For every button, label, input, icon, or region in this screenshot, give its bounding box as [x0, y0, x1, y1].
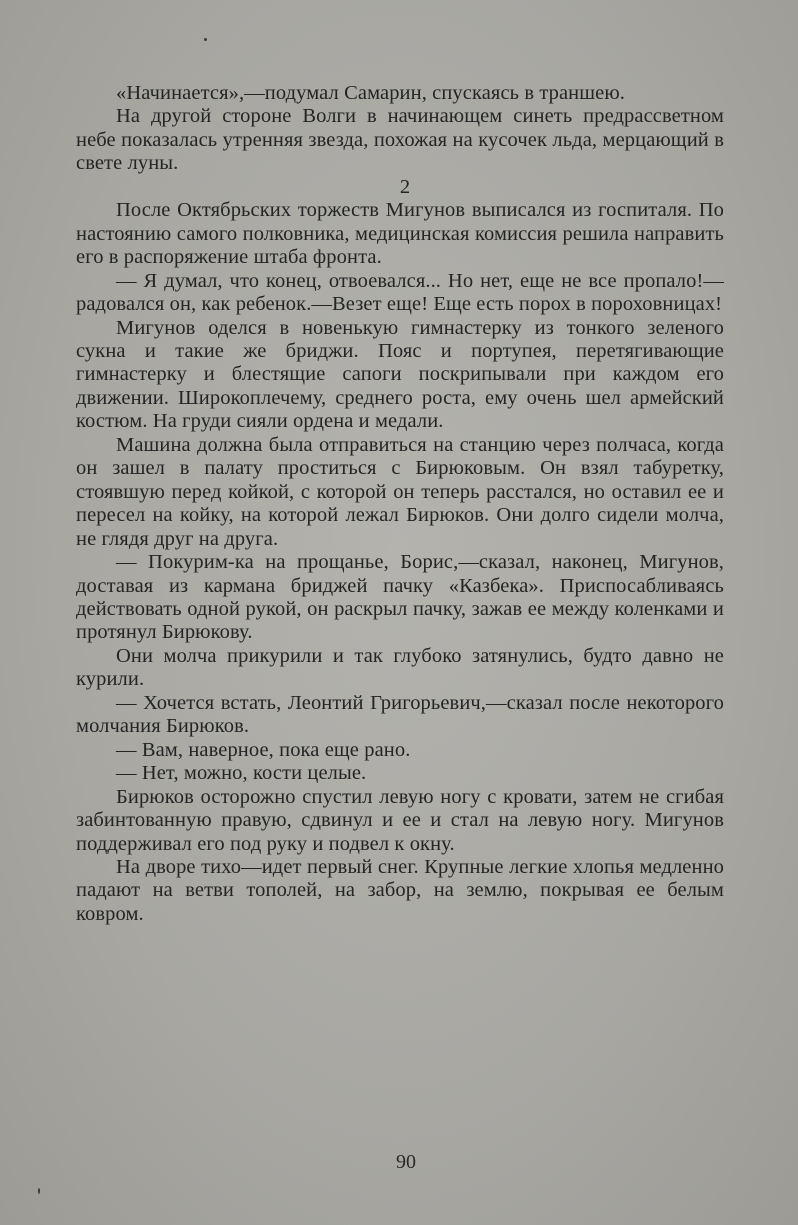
paragraph: — Нет, можно, кости целые. [116, 762, 367, 785]
paragraph: Мигунов оделся в новенькую гимнастерку из тонкого зеленого сукна и такие же бриджи. Пояс и портупея, перетягивающие гимнастерку и блестящие сапоги поскрипывали при каждом его движении. Широкоплечему, среднего роста, ему очень шел армейский костюм. На груди сияли ордена и медали. [76, 316, 724, 433]
page-number: 90 [396, 1151, 416, 1173]
paragraph: — Вам, наверное, пока еще рано. [116, 738, 411, 761]
print-speck [204, 38, 207, 41]
body-text [76, 82, 724, 926]
paragraph: После Октябрьских торжеств Мигунов выписался из госпиталя. По настоянию самого полковника, медицинская комиссия решила направить его в распоряжение штаба фронта. [76, 199, 724, 269]
print-speck [38, 1188, 40, 1194]
paragraph: — Хочется встать, Леонтий Григорьевич,—сказал после некоторого молчания Бирюков. [76, 691, 724, 738]
paragraph: Машина должна была отправиться на станцию через полчаса, когда он зашел в палату проститься с Бирюковым. Он взял табуретку, стоявшую перед койкой, с которой он теперь расстался, но оставил ее и пересел на койку, на которой лежал Бирюков. Они долго сидели молча, не глядя друг на друга. [76, 433, 724, 550]
paragraph: Они молча прикурили и так глубоко затянулись, будто давно не курили. [76, 644, 724, 691]
paragraph: «Начинается»,—подумал Самарин, спускаясь в траншею. [116, 82, 625, 104]
paragraph: Бирюков осторожно спустил левую ногу с кровати, затем не сгибая забинтованную правую, сдвинул и ее и стал на левую ногу. Мигунов поддерживал его под руку и подвел к окну. [76, 785, 724, 855]
paragraph: На другой стороне Волги в начинающем синеть предрассветном небе показалась утренняя звезда, похожая на кусочек льда, мерцающий в свете луны. [76, 105, 724, 175]
section-number: 2 [399, 175, 411, 198]
paragraph: — Покурим-ка на прощанье, Борис,—сказал, наконец, Мигунов, доставая из кармана бриджей пачку «Казбека». Приспосабливаясь действовать одной рукой, он раскрыл пачку, зажав ее между коленками и протянул Бирюкову. [76, 551, 724, 644]
paragraph: На дворе тихо—идет первый снег. Крупные легкие хлопья медленно падают на ветви тополей, на забор, на землю, покрывая ее белым ковром. [76, 855, 724, 925]
paragraph: — Я думал, что конец, отвоевался... Но нет, еще не все пропало!—радовался он, как ребенок.—Везет еще! Еще есть порох в пороховницах! [76, 269, 724, 316]
